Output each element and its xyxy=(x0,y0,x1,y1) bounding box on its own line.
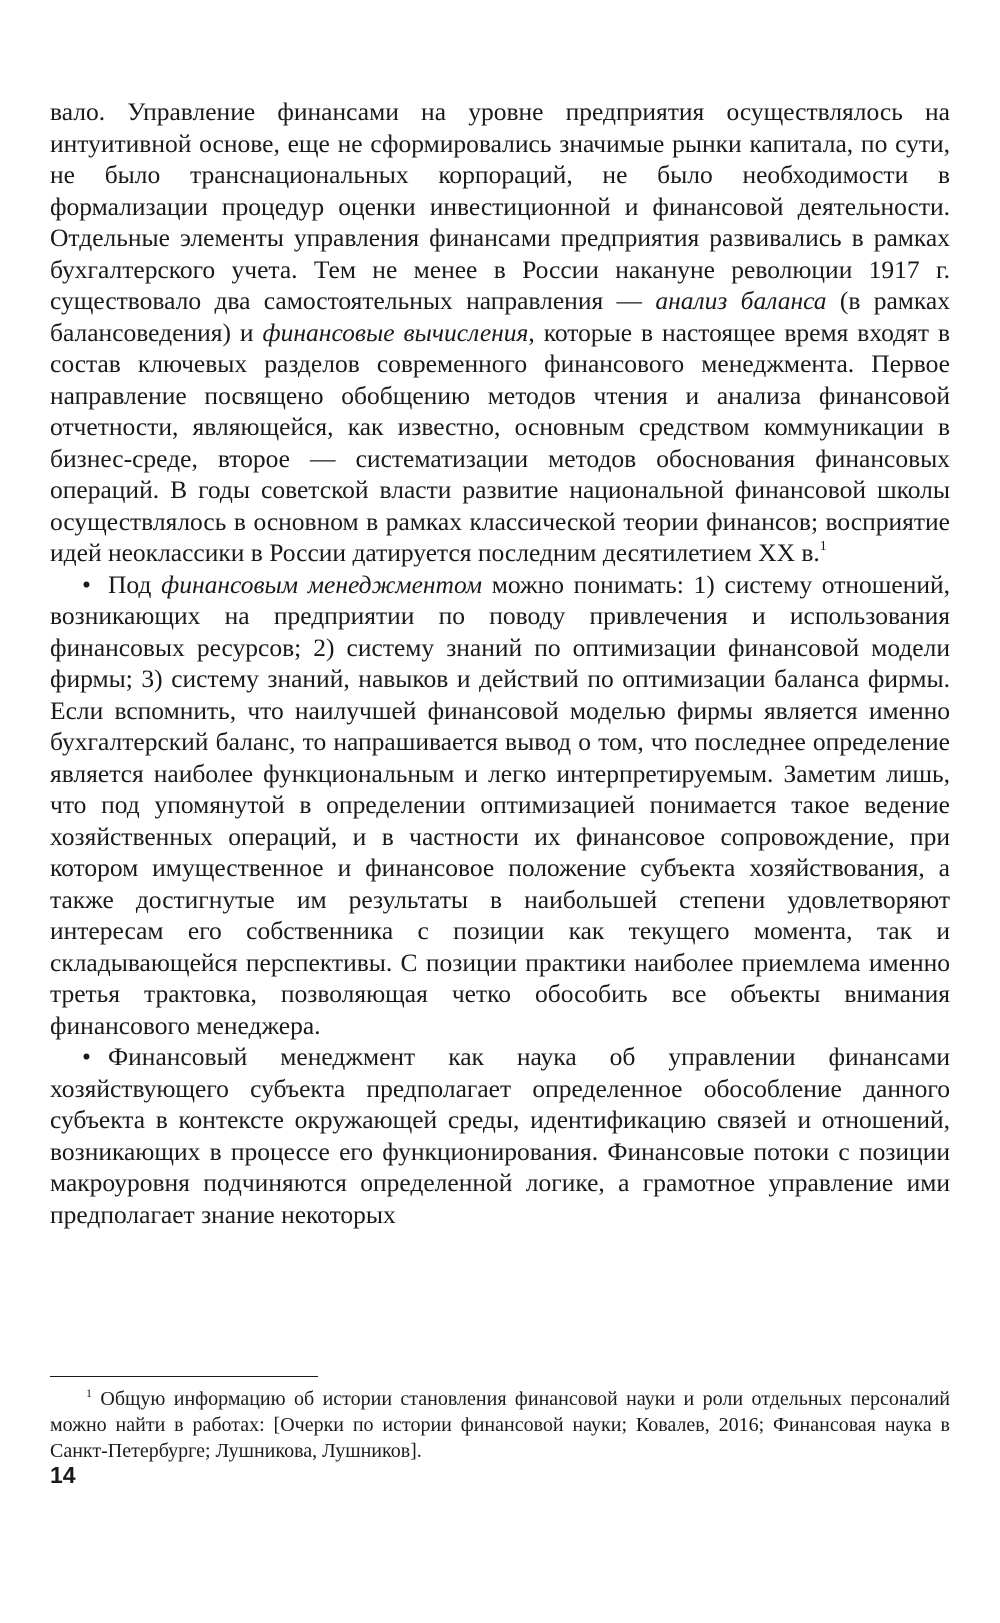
paragraph-history-text-1: вало. Управление финансами на уровне предприятия осуществлялось на интуитивной основе, еще не сформировались значимые рынки капитала, по сути, не было транснациональных корпораций, не было необходимости в формализации процедур оценки инвестиционной и финансовой деятельности. Отдельные элементы управления финансами предприятия развивались в рамках бухгалтерского учета. Тем не менее в России накануне революции 1917 г. существовало два самостоятельных направления — xyxy=(50,97,950,315)
paragraph-science xyxy=(50,1041,950,1230)
paragraph-definition-text-2: можно понимать: 1) систему отношений, возникающих на предприятии по поводу привлечения и использования финансовых ресурсов; 2) систему знаний по оптимизации финансовой модели фирмы; 3) систему знаний, навыков и действий по оптимизации баланса фирмы. Если вспомнить, что наилучшей финансовой моделью фирмы является именно бухгалтерский баланс, то напрашивается вывод о том, что последнее определение является наиболее функциональным и легко интерпретируемым. Заметим лишь, что под упомянутой в определении оптимизацией понимается такое ведение хозяйственных операций, и в частности их финансовое сопровождение, при котором имущественное и финансовое положение субъекта хозяйствования, а также достигнутые им результаты в наибольшей степени удовлетворяют интересам его собственника с позиции как текущего момента, так и складывающейся перспективы. С позиции практики наиболее приемлема именно третья трактовка, позволяющая четко обособить все объекты внимания финансового менеджера. xyxy=(50,569,951,1040)
bullet-icon: • xyxy=(82,1042,91,1071)
paragraph-science-text: Финансовый менеджмент как наука об управлении финансами хозяйствующего субъекта предполагает определенное обособление данного субъекта в контексте окружающей среды, идентификацию связей и отношений, возникающих в процессе его функционирования. Финансовые потоки с позиции макроуровня подчиняются определенной логике, а грамотное управление ими предполагает знание некоторых xyxy=(50,1042,950,1229)
paragraph-history-text-2: (в рамках балансоведения) и xyxy=(50,286,950,347)
term-financial-calculations: финансовые вычисления xyxy=(262,317,529,347)
paragraph-definition-text-1: Под xyxy=(108,569,162,599)
term-balance-analysis: анализ баланса xyxy=(655,286,827,315)
term-financial-management: финансовым менеджментом xyxy=(161,569,483,599)
paragraph-history-text-3: , которые в настоящее время входят в состав ключевых разделов современного финансового менеджмента. Первое направление посвящено обобщению методов чтения и анализа финансовой отчетности, являющейся, как известно, основным средством коммуникации в бизнес-среде, второе — систематизации методов обоснования финансовых операций. В годы советской власти развитие национальной финансовой школы осуществлялось в основном в рамках классической теории финансов; восприятие идей неоклассики в России датируется последним десятилетием XX в. xyxy=(50,317,950,567)
footnote-marker: 1 xyxy=(86,1386,92,1400)
footnote-divider xyxy=(50,1376,318,1377)
page-body xyxy=(50,96,950,1230)
footnote-text: Общую информацию об истории становления финансовой науки и роли отдельных персоналий можно найти в работах: [Очерки по истории финансовой науки; Ковалев, 2016; Финансовая наука в Санкт-Петербурге; Лушникова, Лушников]. xyxy=(50,1388,950,1462)
paragraph-definition xyxy=(50,569,950,1042)
page-number: 14 xyxy=(50,1462,76,1488)
footnote xyxy=(50,1386,950,1464)
bullet-icon: • xyxy=(82,569,91,599)
footnote-reference[interactable]: 1 xyxy=(819,539,827,554)
paragraph-history xyxy=(50,96,950,569)
